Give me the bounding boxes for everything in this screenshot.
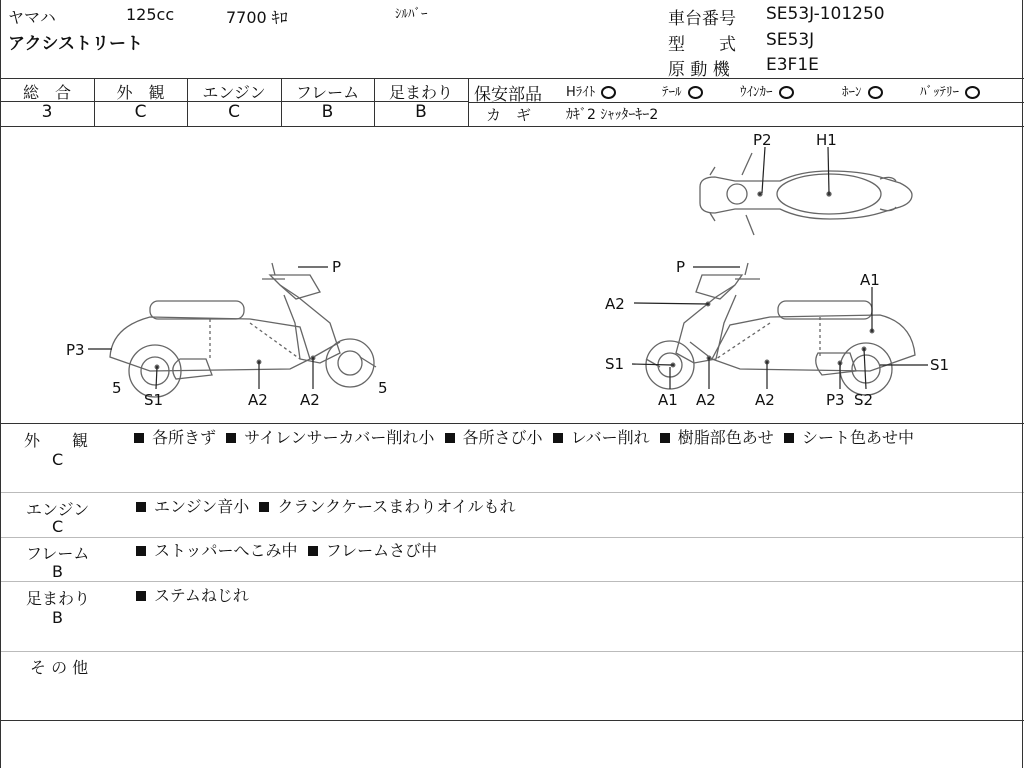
ok-mark-icon xyxy=(601,86,616,99)
note-label-engine: エンジン xyxy=(26,500,90,519)
safety-item-battery: ﾊﾞｯﾃﾘｰ xyxy=(920,81,980,100)
note-grade-engine: C xyxy=(52,517,64,536)
damage-label: P2 xyxy=(753,131,772,149)
note-grade-frame: B xyxy=(52,562,63,581)
note-items-exterior: 各所きず サイレンサーカバー削れ小 各所さび小 レバー削れ 樹脂部色あせ シート色あせ中 xyxy=(134,427,1014,449)
note-items-frame: ストッパーへこみ中 フレームさび中 xyxy=(136,540,437,562)
divider xyxy=(0,78,1024,79)
note-items-engine: エンジン音小 クランクケースまわりオイルもれ xyxy=(136,496,515,518)
safety-item-horn: ﾎｰﾝ xyxy=(842,81,883,100)
frame-no: SE53J-101250 xyxy=(766,4,885,24)
note-label-suspension: 足まわり xyxy=(26,589,91,608)
divider xyxy=(468,102,1024,103)
damage-label: S2 xyxy=(854,391,874,409)
ok-mark-icon xyxy=(688,86,703,99)
damage-label: A1 xyxy=(658,391,678,409)
grade-engine: C xyxy=(228,102,240,122)
engine-value: E3F1E xyxy=(766,55,819,75)
damage-label: A2 xyxy=(696,391,716,409)
grade-total: 3 xyxy=(41,102,53,122)
grade-suspension: B xyxy=(415,102,427,122)
model-name: アクシストリート xyxy=(8,34,143,54)
grade-frame: B xyxy=(321,102,334,122)
bullet-icon xyxy=(553,433,563,443)
type-label: 型 式 xyxy=(668,35,736,55)
note-grade-suspension: B xyxy=(52,608,63,627)
bullet-icon xyxy=(259,502,269,512)
note-grade-exterior: C xyxy=(52,450,64,469)
safety-item-headlight: Hﾗｲﾄ xyxy=(566,81,616,100)
divider xyxy=(0,423,1024,424)
divider xyxy=(0,537,1024,538)
grade-header-engine: エンジン xyxy=(202,83,266,102)
damage-label: A2 xyxy=(755,391,775,409)
bullet-icon xyxy=(136,546,146,556)
bullet-icon xyxy=(134,433,144,443)
bullet-icon xyxy=(136,502,146,512)
bullet-icon xyxy=(136,591,146,601)
note-label-exterior: 外 観 xyxy=(24,431,89,450)
key-label: カ ギ xyxy=(486,106,532,124)
damage-diagram xyxy=(0,127,1024,423)
grade-exterior: C xyxy=(134,102,147,122)
damage-label: 5 xyxy=(112,379,122,397)
displacement: 125cc xyxy=(126,5,175,24)
damage-label: H1 xyxy=(816,131,837,149)
damage-label: S1 xyxy=(930,356,950,374)
bullet-icon xyxy=(226,433,236,443)
maker: ヤマハ xyxy=(8,8,56,27)
damage-label: A2 xyxy=(300,391,320,409)
damage-label: P3 xyxy=(66,341,85,359)
mileage: 7700 ｷﾛ xyxy=(226,8,288,27)
damage-label: S1 xyxy=(144,391,164,409)
grade-header-frame: フレーム xyxy=(295,83,360,102)
frame-no-label: 車台番号 xyxy=(668,9,736,29)
damage-label: 5 xyxy=(378,379,388,397)
bullet-icon xyxy=(784,433,794,443)
bullet-icon xyxy=(445,433,455,443)
ok-mark-icon xyxy=(868,86,883,99)
damage-label: S1 xyxy=(605,355,625,373)
damage-label: A1 xyxy=(860,271,880,289)
damage-label: A2 xyxy=(605,295,625,313)
key-value: ｶｷﾞ2 ｼｬｯﾀｰｷｰ2 xyxy=(566,107,659,123)
damage-label: P xyxy=(332,258,342,276)
engine-label: 原 動 機 xyxy=(668,60,730,80)
note-items-suspension: ステムねじれ xyxy=(136,585,249,607)
grade-col-sep xyxy=(468,78,469,126)
ok-mark-icon xyxy=(965,86,980,99)
grade-header-total: 総 合 xyxy=(22,83,71,102)
top-view-scooter xyxy=(700,153,912,235)
safety-item-winker: ｳｲﾝｶｰ xyxy=(740,81,794,100)
divider xyxy=(0,492,1024,493)
type-value: SE53J xyxy=(766,30,815,50)
grade-header-exterior: 外 観 xyxy=(116,83,165,102)
bullet-icon xyxy=(660,433,670,443)
ok-mark-icon xyxy=(779,86,794,99)
damage-label: A2 xyxy=(248,391,268,409)
left-view-scooter xyxy=(110,263,376,397)
note-label-frame: フレーム xyxy=(26,544,90,563)
bullet-icon xyxy=(308,546,318,556)
safety-item-tail: ﾃｰﾙ xyxy=(662,81,703,100)
color: ｼﾙﾊﾞｰ xyxy=(395,7,428,22)
damage-label: P xyxy=(676,258,686,276)
divider xyxy=(0,651,1024,652)
grade-header-suspension: 足まわり xyxy=(388,83,453,102)
damage-label: P3 xyxy=(826,391,845,409)
safety-label: 保安部品 xyxy=(474,85,542,105)
divider xyxy=(0,720,1024,721)
divider xyxy=(0,581,1024,582)
note-label-other: そ の 他 xyxy=(30,658,89,677)
